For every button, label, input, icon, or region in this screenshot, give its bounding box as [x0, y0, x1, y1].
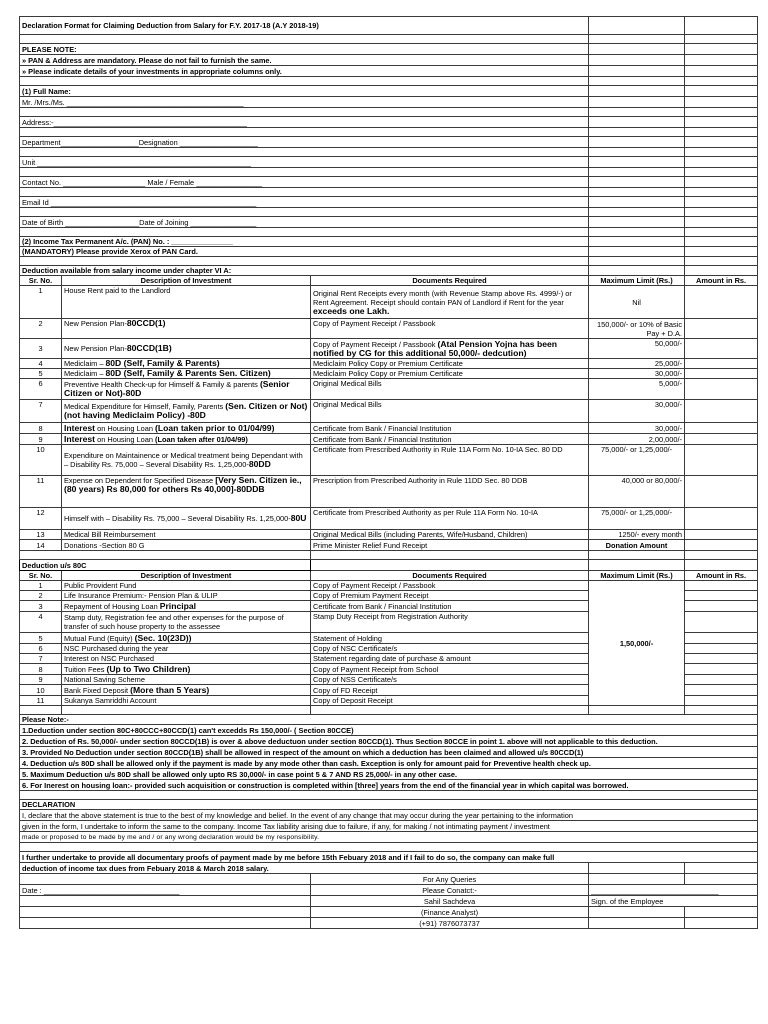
row-description: Public Provident Fund [62, 581, 311, 591]
row-documents: Original Rent Receipts every month (with Revenue Stamp above Rs. 4999/-) or Rent Agreement. Receipt should contain PAN of Landlord if Rent for the year exceeds one Lakh. [311, 286, 589, 319]
row-limit: 2,00,000/- [589, 434, 685, 445]
row-description: House Rent paid to the Landlord [62, 286, 311, 319]
row-amount-input[interactable] [685, 423, 758, 434]
table-row [20, 530, 758, 540]
col-header-documents: Documents Required [311, 571, 589, 581]
footer-row [20, 885, 758, 896]
queries-label: For Any Queries [311, 874, 589, 885]
contact-phone: (+91) 7876073737 [311, 918, 589, 929]
row-description: Preventive Health Check-up for Himself & Family & parents (Senior Citizen or Not)-80D [62, 379, 311, 400]
note-item [20, 736, 758, 747]
table-row [20, 445, 758, 476]
pan-note-row [20, 247, 758, 257]
row-documents: Certificate from Bank / Financial Institution [311, 601, 589, 612]
please-note-row [20, 44, 758, 55]
row-amount-input[interactable] [685, 685, 758, 696]
form-title: Declaration Format for Claiming Deduction from Salary for F.Y. 2017-18 (A.Y 2018-19) [20, 17, 589, 35]
row-description: Interest on NSC Purchased [62, 654, 311, 664]
row-documents: Stamp Duty Receipt from Registration Authority [311, 612, 589, 633]
row-description: Mutual Fund (Equity) (Sec. 10(23D)) [62, 633, 311, 644]
row-sr: 2 [20, 319, 62, 339]
row-documents: Certificate from Bank / Financial Institution [311, 423, 589, 434]
row-description: National Saving Scheme [62, 675, 311, 685]
row-amount-input[interactable] [685, 286, 758, 319]
row-limit: 5,000/- [589, 379, 685, 400]
note-line: 4. Deduction u/s 80D shall be allowed only if the payment is made by any mode other than cash. Exception is only for amount paid for Preventive health check up. [20, 758, 758, 769]
row-documents: Original Medical Bills [311, 379, 589, 400]
declaration-heading-row [20, 800, 758, 810]
contact-row [20, 177, 758, 188]
row-documents: Statement of Holding [311, 633, 589, 644]
title-row [20, 17, 758, 35]
row-limit: 1250/- every month [589, 530, 685, 540]
row-description: New Pension Plan-80CCD(1) [62, 319, 311, 339]
row-description: Mediclaim – 80D (Self, Family & Parents) [62, 359, 311, 369]
row-amount-input[interactable] [685, 369, 758, 379]
row-documents: Original Medical Bills [311, 400, 589, 423]
table-row [20, 423, 758, 434]
row-amount-input[interactable] [685, 633, 758, 644]
row-description: Interest on Housing Loan (Loan taken after 01/04/99) [62, 434, 311, 445]
col-header-limit: Maximum Limit (Rs.) [589, 571, 685, 581]
row-sr: 6 [20, 644, 62, 654]
row-description: Donations -Section 80 G [62, 540, 311, 551]
note-item [20, 725, 758, 736]
row-documents: Copy of Payment Receipt / Passbook (Atal Pension Yojna has been notified by CG for this additional 50,000/- dedcution) [311, 339, 589, 359]
email-field[interactable]: Email Id __________________________________________________ [20, 197, 589, 208]
row-description: Expenditure on Maintainence or Medical treatment being Dependant with – Disability Rs. 75,000 – Several Disability Rs. 1,25,000-80DD [62, 445, 311, 476]
row-limit: 30,000/- [589, 400, 685, 423]
row-amount-input[interactable] [685, 379, 758, 400]
row-amount-input[interactable] [685, 434, 758, 445]
row-documents: Copy of Deposit Receipt [311, 696, 589, 706]
email-row [20, 197, 758, 208]
row-limit: 40,000 or 80,000/- [589, 476, 685, 508]
col-header-documents: Documents Required [311, 276, 589, 286]
row-description: Mediclaim – 80D (Self, Family & Parents Sen. Citizen) [62, 369, 311, 379]
row-amount-input[interactable] [685, 581, 758, 591]
dob-doj-field[interactable]: Date of Birth __________________Date of Joining ________________ [20, 217, 589, 228]
note-line: 5. Maximum Deduction u/s 80D shall be allowed only upto RS 30,000/- in case point 5 & 7 AND RS 25,000/- in any other case. [20, 769, 758, 780]
row-documents: Copy of Payment Receipt / Passbook [311, 319, 589, 339]
table-row [20, 400, 758, 423]
row-documents: Copy of Payment Receipt / Passbook [311, 581, 589, 591]
row-sr: 4 [20, 359, 62, 369]
row-sr: 11 [20, 476, 62, 508]
footer-row [20, 918, 758, 929]
row-documents: Mediclaim Policy Copy or Premium Certificate [311, 359, 589, 369]
declaration-line: I, declare that the above statement is true to the best of my knowledge and belief. In the event of any change that may occur during the year pertaining to the information [20, 810, 758, 821]
row-amount-input[interactable] [685, 644, 758, 654]
please-note-row [20, 55, 758, 66]
note-item [20, 758, 758, 769]
row-documents: Copy of Premium Payment Receipt [311, 591, 589, 601]
table-row [20, 581, 758, 591]
table-row [20, 339, 758, 359]
row-description: NSC Purchased during the year [62, 644, 311, 654]
row-amount-input[interactable] [685, 654, 758, 664]
note-line: 1.Deduction under section 80C+80CCC+80CCD(1) can't excedds Rs 150,000/- ( Section 80CCE) [20, 725, 758, 736]
row-limit: 25,000/- [589, 359, 685, 369]
contact-gender-field[interactable]: Contact No. ____________________ Male / Female ________________ [20, 177, 589, 188]
row-sr: 10 [20, 685, 62, 696]
row-sr: 5 [20, 633, 62, 644]
row-description: Sukanya Samriddhi Account [62, 696, 311, 706]
row-documents: Copy of NSS Certificate/s [311, 675, 589, 685]
name-field[interactable]: Mr. /Mrs./Ms. ___________________________________________ [20, 97, 589, 108]
row-sr: 5 [20, 369, 62, 379]
full-name-heading-row [20, 86, 758, 97]
table-row [20, 369, 758, 379]
note-item [20, 747, 758, 758]
row-sr: 11 [20, 696, 62, 706]
chapter6-heading: Deduction available from salary income under chapter VI A: [20, 266, 589, 276]
footer-row [20, 896, 758, 907]
row-amount-input[interactable] [685, 591, 758, 601]
row-documents: Certificate from Prescribed Authority as per Rule 11A Form No. 10-IA [311, 508, 589, 530]
pan-field[interactable]: (2) Income Tax Permanent A/c. (PAN) No. : _______________ [20, 237, 589, 247]
section80c-heading: Deduction u/s 80C [20, 560, 311, 571]
row-description: Expense on Dependent for Specified Disease [Very Sen. Citizen ie., (80 years) Rs 80,000 for others Rs 40,000]-80DDB [62, 476, 311, 508]
row-amount-input[interactable] [685, 400, 758, 423]
table-row [20, 359, 758, 369]
row-documents: Mediclaim Policy Copy or Premium Certificate [311, 369, 589, 379]
row-description: Tuition Fees (Up to Two Children) [62, 664, 311, 675]
spacer-row [20, 35, 758, 44]
full-name-heading: (1) Full Name: [20, 86, 589, 97]
name-row [20, 97, 758, 108]
col-header-amount: Amount in Rs. [685, 276, 758, 286]
row-sr: 8 [20, 664, 62, 675]
footer-row [20, 874, 758, 885]
row-limit: 30,000/- [589, 423, 685, 434]
note-line: 6. For Inerest on housing loan:- provided such acquisition or construction is completed within [three] years from the end of the financial year in which capital was borrowed. [20, 780, 758, 791]
note-item [20, 769, 758, 780]
row-description: Life Insurance Premium:- Pension Plan & ULIP [62, 591, 311, 601]
row-amount-input[interactable] [685, 508, 758, 530]
row-description: Stamp duty, Registration fee and other expenses for the purpose of transfer of such house property to the assessee [62, 612, 311, 633]
row-sr: 2 [20, 591, 62, 601]
row-sr: 13 [20, 530, 62, 540]
please-note-line: » Please indicate details of your investments in appropriate columns only. [20, 66, 589, 77]
row-documents: Prescription from Prescribed Authority in Rule 11DD Sec. 80 DDB [311, 476, 589, 508]
row-documents: Certificate from Bank / Financial Institution [311, 434, 589, 445]
section80c-header-row [20, 571, 758, 581]
declaration-heading: DECLARATION [20, 800, 758, 810]
row-sr: 7 [20, 400, 62, 423]
row-description: Repayment of Housing Loan Principal [62, 601, 311, 612]
row-sr: 12 [20, 508, 62, 530]
pan-note: (MANDATORY) Please provide Xerox of PAN Card. [20, 247, 589, 257]
signature-line[interactable]: _______________________________ [589, 885, 758, 896]
row-sr: 9 [20, 675, 62, 685]
contact-label: Please Conatct:- [311, 885, 589, 896]
row-documents: Prime Minister Relief Fund Receipt [311, 540, 589, 551]
row-documents: Original Medical Bills (including Parents, Wife/Husband, Children) [311, 530, 589, 540]
row-sr: 10 [20, 445, 62, 476]
col-header-limit: Maximum Limit (Rs.) [589, 276, 685, 286]
notes-heading-row [20, 715, 758, 725]
unit-row [20, 157, 758, 168]
declaration-row [20, 821, 758, 832]
undertaking-row [20, 852, 758, 863]
row-amount-input[interactable] [685, 359, 758, 369]
row-amount-input[interactable] [685, 664, 758, 675]
row-documents: Copy of Payment Receipt from School [311, 664, 589, 675]
row-description: New Pension Plan-80CCD(1B) [62, 339, 311, 359]
table-row [20, 508, 758, 530]
row-amount-input[interactable] [685, 445, 758, 476]
footer-row [20, 907, 758, 918]
row-amount-input[interactable] [685, 530, 758, 540]
col-header-description: Description of Investment [62, 571, 311, 581]
row-sr: 7 [20, 654, 62, 664]
chapter6-header-row [20, 276, 758, 286]
section80c-heading-row [20, 560, 758, 571]
note-item [20, 780, 758, 791]
undertaking-line: I further undertake to provide all documentary proofs of payment made by me before 15th Febuary 2018 and if I fail to do so, the company can make full [20, 852, 758, 863]
declaration-sheet [19, 16, 758, 929]
contact-role: (Finance Analyst) [311, 907, 589, 918]
department-designation-field[interactable]: Department___________________Designation ___________________ [20, 137, 589, 148]
row-limit: Donation Amount [589, 540, 685, 551]
row-amount-input[interactable] [685, 601, 758, 612]
pan-row [20, 237, 758, 247]
unit-field[interactable]: Unit ____________________________________________________ [20, 157, 589, 168]
undertaking-row [20, 863, 758, 874]
row-sr: 14 [20, 540, 62, 551]
row-documents: Copy of NSC Certificate/s [311, 644, 589, 654]
declaration-row [20, 832, 758, 843]
undertaking-line: deduction of income tax dues from Febuary 2018 & March 2018 salary. [20, 863, 589, 874]
address-field[interactable]: Address:-_______________________________________________ [20, 117, 589, 128]
row-limit: 30,000/- [589, 369, 685, 379]
row-limit: 150,000/- or 10% of Basic Pay + D.A. [589, 319, 685, 339]
col-header-description: Description of Investment [62, 276, 311, 286]
row-documents: Statement regarding date of purchase & amount [311, 654, 589, 664]
row-sr: 1 [20, 286, 62, 319]
row-sr: 3 [20, 339, 62, 359]
note-line: 2. Deduction of Rs. 50,000/- under section 80CCD(1B) is over & above deductuon under section 80CCD(1). Thus Section 80CCE in point 1. above will not applicable to this deduction. [20, 736, 758, 747]
please-note-heading: PLEASE NOTE: [20, 44, 589, 55]
row-amount-input[interactable] [685, 612, 758, 633]
please-note-row [20, 66, 758, 77]
row-amount-input[interactable] [685, 675, 758, 685]
row-amount-input[interactable] [685, 696, 758, 706]
signature-label: Sign. of the Employee [589, 896, 758, 907]
row-limit: Nil [589, 286, 685, 319]
row-description: Medical Bill Reimbursement [62, 530, 311, 540]
col-header-sr: Sr. No. [20, 571, 62, 581]
address-row [20, 117, 758, 128]
note-line: 3. Provided No Deduction under section 80CCD(1B) shall be allowed in respect of the amount on which a deduction has been claimed and allowed u/s 80CCD(1) [20, 747, 758, 758]
row-sr: 8 [20, 423, 62, 434]
row-amount-input[interactable] [685, 319, 758, 339]
please-note-line: » PAN & Address are mandatory. Please do not fail to furnish the same. [20, 55, 589, 66]
table-row [20, 540, 758, 551]
chapter6-heading-row [20, 266, 758, 276]
row-limit: 75,000/- or 1,25,000/- [589, 445, 685, 476]
section80c-limit: 1,50,000/- [589, 581, 685, 706]
contact-name: Sahil Sachdeva [311, 896, 589, 907]
row-limit: 75,000/- or 1,25,000/- [589, 508, 685, 530]
row-limit: 50,000/- [589, 339, 685, 359]
row-sr: 4 [20, 612, 62, 633]
date-field[interactable]: Date : _________________________________ [20, 885, 311, 896]
declaration-line: given in the form, I undertake to inform the same to the company. Income Tax liability arising due to failure, if any, for making / not intimating payment / investment [20, 821, 758, 832]
row-sr: 1 [20, 581, 62, 591]
department-row [20, 137, 758, 148]
row-documents: Certificate from Prescribed Authority in Rule 11A Form No. 10-IA Sec. 80 DD [311, 445, 589, 476]
table-row [20, 379, 758, 400]
row-description: Medical Expenditure for Himself, Family, Parents (Sen. Citizen or Not) (not having Mediclaim Policy) -80D [62, 400, 311, 423]
col-header-sr: Sr. No. [20, 276, 62, 286]
row-documents: Copy of FD Receipt [311, 685, 589, 696]
row-description: Bank Fixed Deposit (More than 5 Years) [62, 685, 311, 696]
dob-row [20, 217, 758, 228]
table-row [20, 319, 758, 339]
row-amount-input[interactable] [685, 476, 758, 508]
row-description: Interest on Housing Loan (Loan taken prior to 01/04/99) [62, 423, 311, 434]
row-sr: 9 [20, 434, 62, 445]
table-row [20, 476, 758, 508]
declaration-line: made or proposed to be made by me and / or any wrong declaration would be my responsibility. [20, 832, 758, 843]
notes-heading: Please Note:- [20, 715, 758, 725]
row-amount-input[interactable] [685, 540, 758, 551]
row-sr: 3 [20, 601, 62, 612]
row-description: Himself with – Disability Rs. 75,000 – Several Disability Rs. 1,25,000-80U [62, 508, 311, 530]
table-row [20, 434, 758, 445]
row-sr: 6 [20, 379, 62, 400]
table-row [20, 286, 758, 319]
declaration-row [20, 810, 758, 821]
row-amount-input[interactable] [685, 339, 758, 359]
col-header-amount: Amount in Rs. [685, 571, 758, 581]
